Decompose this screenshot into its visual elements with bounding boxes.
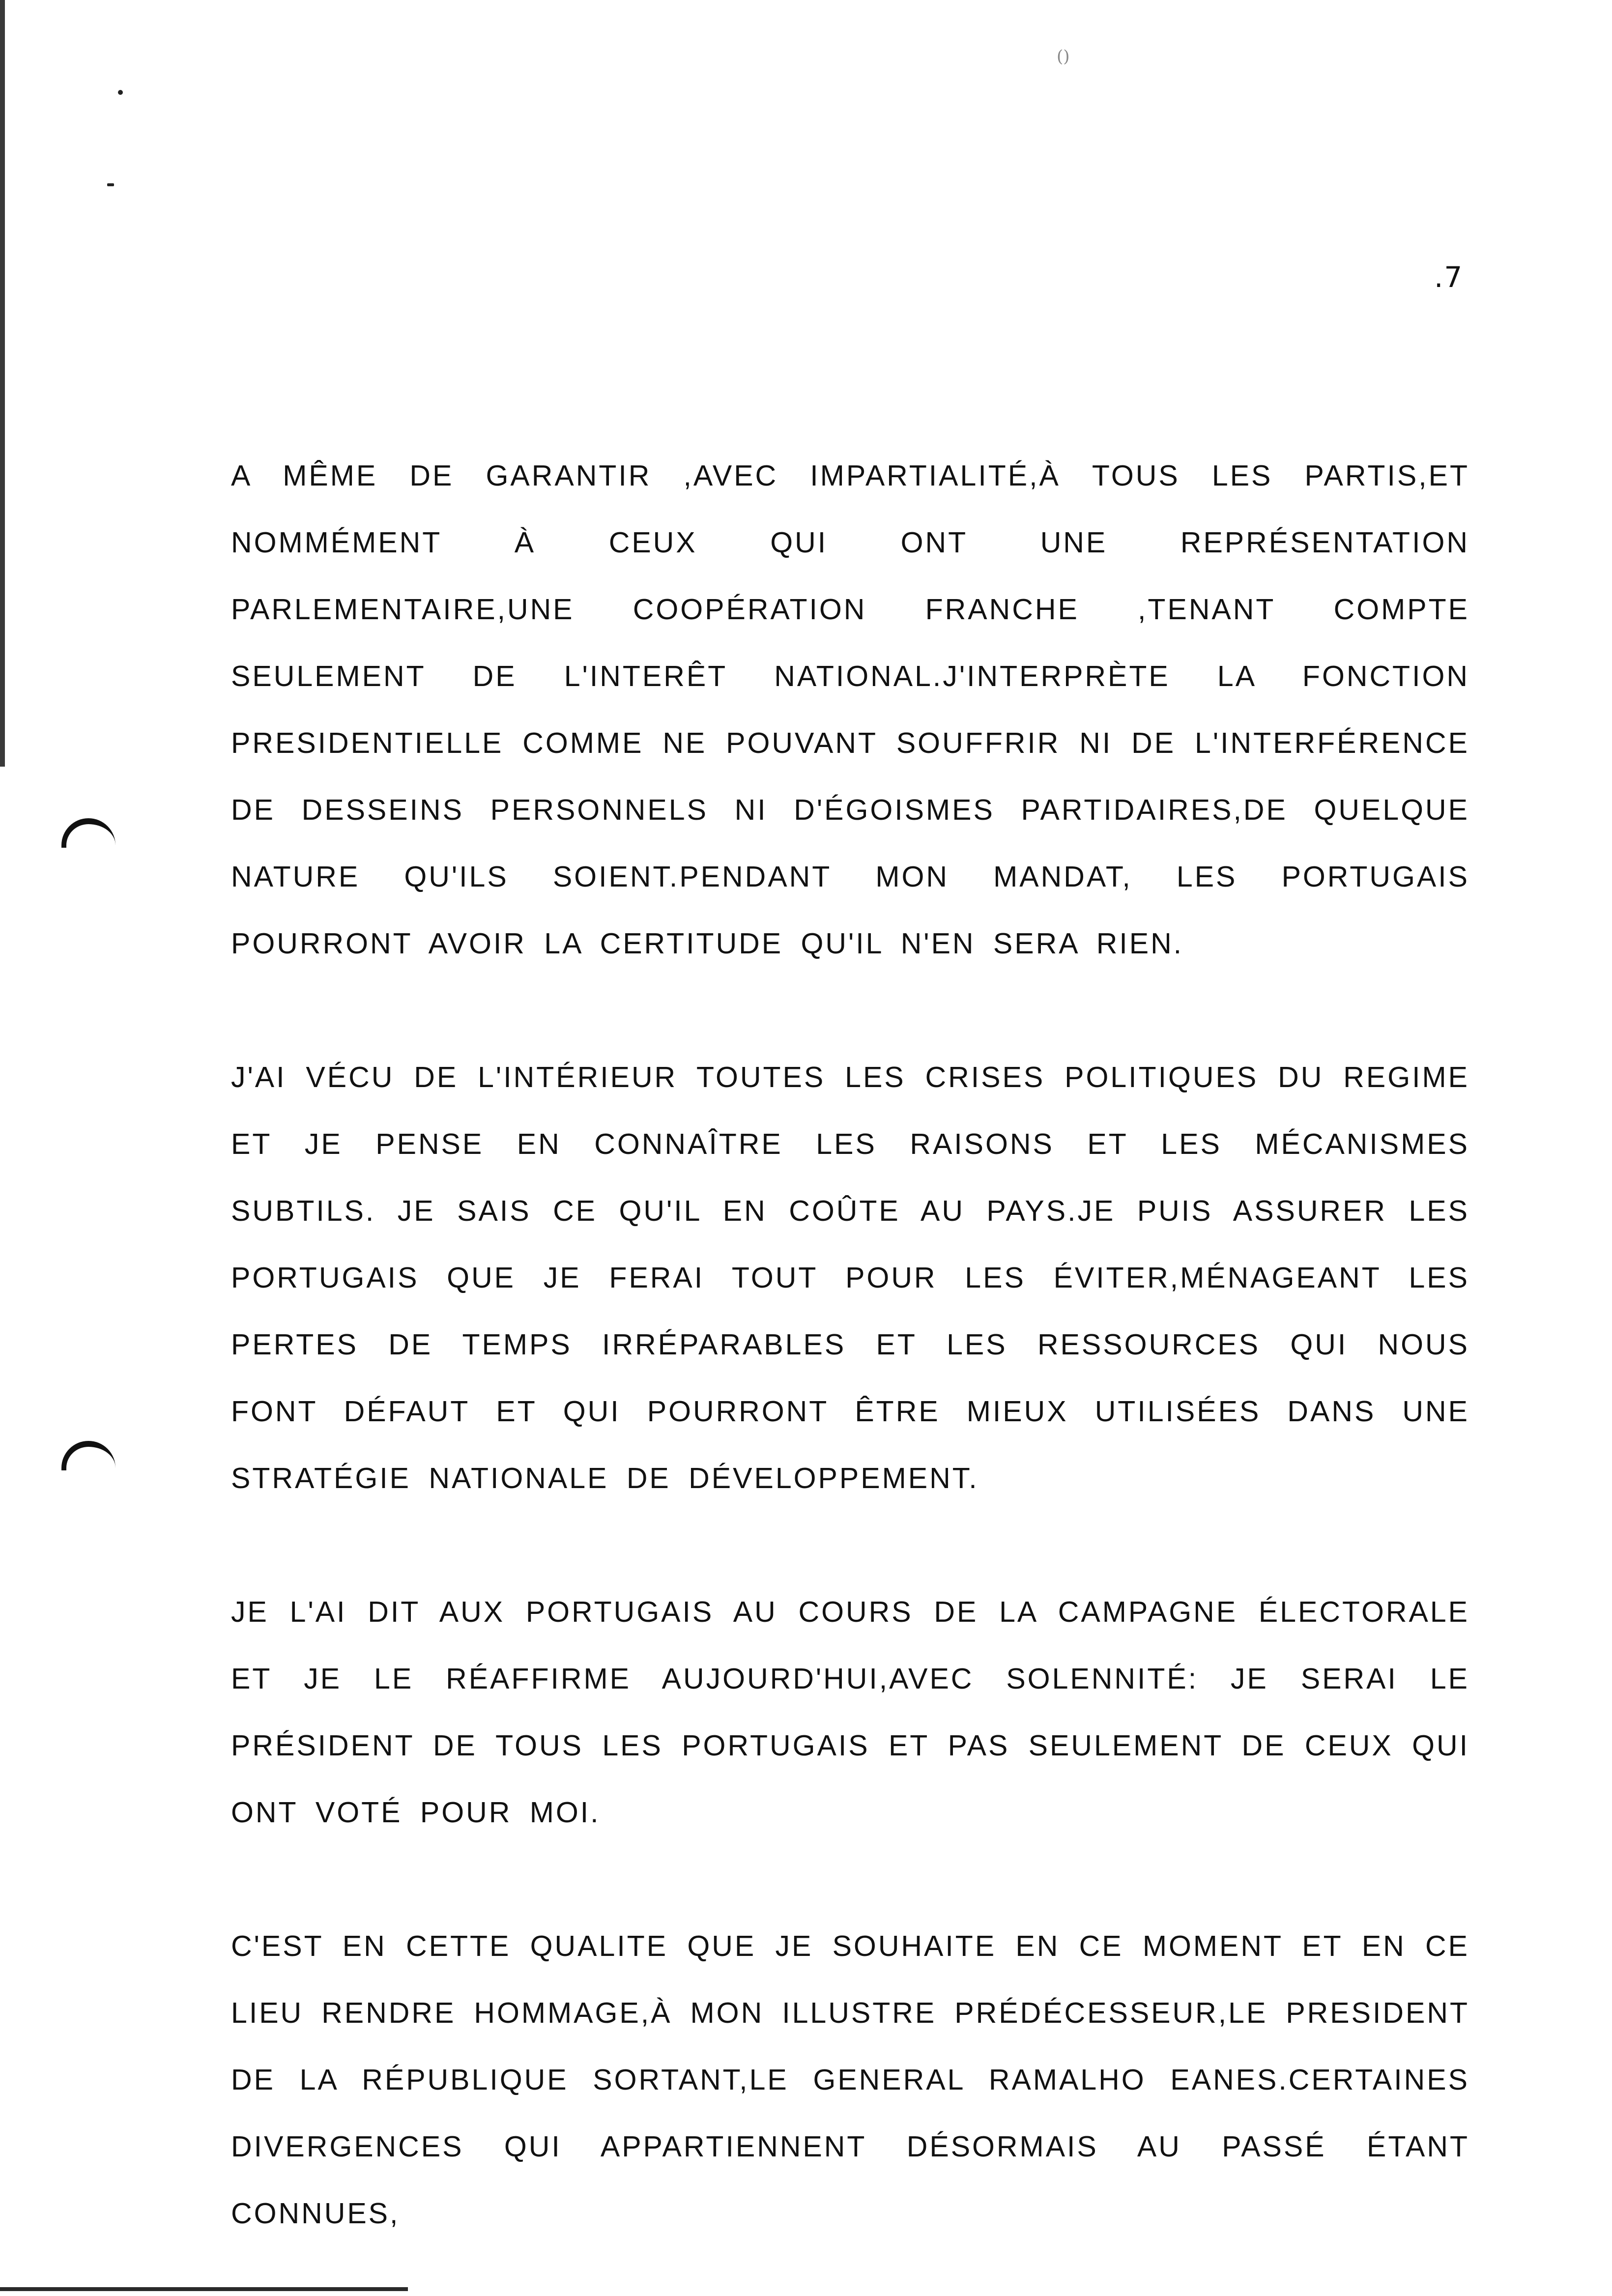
- paragraph-3: JE L'AI DIT AUX PORTUGAIS AU COURS DE LA CAMPAGNE ÉLECTORALE ET JE LE RÉAFFIRME AUJOURD'HUI,AVEC SOLENNITÉ: JE SERAI LE PRÉSIDENT DE TOUS LES PORTUGAIS ET PAS SEULEMENT DE CEUX QUI ONT VOTÉ POUR MOI.: [231, 1596, 1469, 1829]
- scan-speck: [118, 90, 123, 95]
- page-number: .7: [1434, 260, 1464, 294]
- punch-hole-mark: [61, 1441, 115, 1470]
- paragraph-1: A MÊME DE GARANTIR ,AVEC IMPARTIALITÉ,À TOUS LES PARTIS,ET NOMMÉMENT À CEUX QUI ONT UNE REPRÉSENTATION PARLEMENTAIRE,UNE COOPÉRATION FRANCHE ,TENANT COMPTE SEULEMENT DE L'INTERÊT NATIONAL.J'INTERPRÈTE LA FONCTION PRESIDENTIELLE COMME NE POUVANT SOUFFRIR NI DE L'INTERFÉRENCE DE DESSEINS PERSONNELS NI D'ÉGOISMES PARTIDAIRES,DE QUELQUE NATURE QU'ILS SOIENT.PENDANT MON MANDAT, LES PORTUGAIS POURRONT AVOIR LA CERTITUDE QU'IL N'EN SERA RIEN.: [231, 459, 1469, 960]
- paragraph-2: J'AI VÉCU DE L'INTÉRIEUR TOUTES LES CRISES POLITIQUES DU REGIME ET JE PENSE EN CONNAÎTRE LES RAISONS ET LES MÉCANISMES SUBTILS. JE SAIS CE QU'IL EN COÛTE AU PAYS.JE PUIS ASSURER LES PORTUGAIS QUE JE FERAI TOUT POUR LES ÉVITER,MÉNAGEANT LES PERTES DE TEMPS IRRÉPARABLES ET LES RESSOURCES QUI NOUS FONT DÉFAUT ET QUI POURRONT ÊTRE MIEUX UTILISÉES DANS UNE STRATÉGIE NATIONALE DE DÉVELOPPEMENT.: [231, 1061, 1469, 1494]
- top-scan-mark: (): [1057, 47, 1070, 66]
- speech-text-body: [231, 442, 1469, 2247]
- paragraph-4: C'EST EN CETTE QUALITE QUE JE SOUHAITE EN CE MOMENT ET EN CE LIEU RENDRE HOMMAGE,À MON ILLUSTRE PRÉDÉCESSEUR,LE PRESIDENT DE LA RÉPUBLIQUE SORTANT,LE GENERAL RAMALHO EANES.CERTAINES DIVERGENCES QUI APPARTIENNENT DÉSORMAIS AU PASSÉ ÉTANT CONNUES,: [231, 1930, 1469, 2230]
- binding-edge-line: [0, 0, 5, 767]
- footer-rule-line: [0, 2287, 408, 2291]
- scan-speck: [107, 183, 114, 186]
- punch-hole-mark: [61, 818, 115, 848]
